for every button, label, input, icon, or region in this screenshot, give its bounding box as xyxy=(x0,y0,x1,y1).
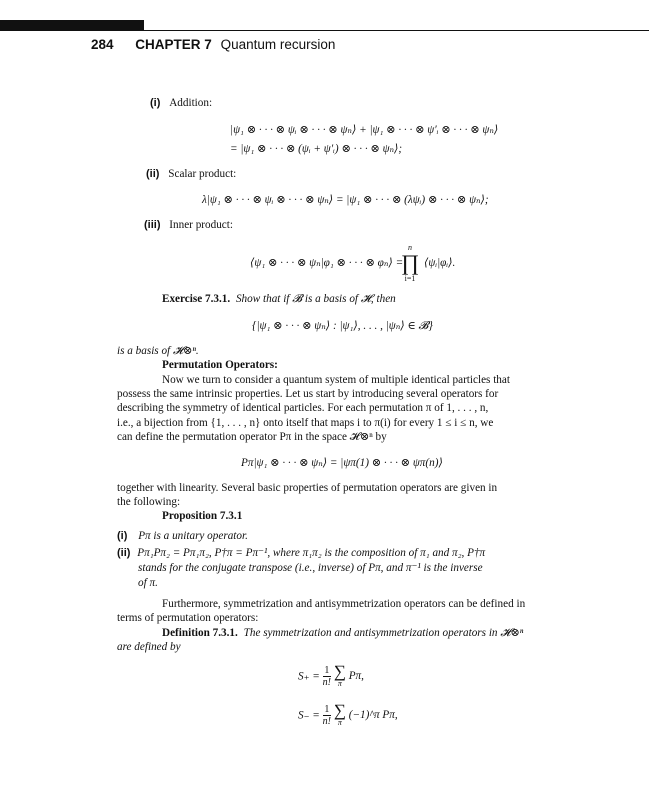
exercise-text: Show that if 𝓑 is a basis of 𝓗, then xyxy=(235,293,396,305)
definition-line-2: are defined by xyxy=(117,641,181,653)
definition-line-1 xyxy=(162,626,523,640)
scalar-item xyxy=(146,167,236,181)
addition-equation-2: = |ψ₁ ⊗ · · · ⊗ (ψᵢ + ψ′ᵢ) ⊗ · · · ⊗ ψₙ⟩; xyxy=(230,143,403,155)
s-plus-term: Pπ, xyxy=(348,670,364,682)
proposition-item-2-line-2: stands for the conjugate transpose (i.e., inverse) of Pπ, and π⁻¹ is the inverse xyxy=(138,562,483,574)
perm-para-line-4: i.e., a bijection from {1, . . . , n} onto itself that maps i to π(i) for every 1 ≤ i ≤ n, we xyxy=(117,416,494,429)
further-line-2: terms of permutation operators: xyxy=(117,612,259,625)
further-line-1: Furthermore, symmetrization and antisymmetrization operators can be defined in xyxy=(162,598,526,610)
inner-title: Inner product: xyxy=(169,219,233,231)
s-plus-sum xyxy=(334,664,346,688)
perm-para2-line-2: the following: xyxy=(117,496,181,509)
s-plus-sum-symbol: ∑ xyxy=(333,662,346,681)
s-plus-sum-index: π xyxy=(337,679,342,688)
s-plus-numerator: 1 xyxy=(324,664,330,676)
proposition-item-2-line-3: of π. xyxy=(138,577,158,589)
exercise-line xyxy=(162,292,396,306)
s-minus-sum-index: π xyxy=(337,718,342,727)
perm-para-line-1: Now we turn to consider a quantum system of multiple identical particles that xyxy=(162,374,510,386)
s-minus-sum xyxy=(334,703,346,727)
proposition-item-2 xyxy=(117,546,485,560)
proposition-item-2-line-1: Pπ₁Pπ₂ = Pπ₁π₂, P†π = Pπ⁻¹, where π₁π₂ is the composition of π₁ and π₂, P†π xyxy=(137,547,486,559)
scalar-label: (ii) xyxy=(146,168,160,180)
s-minus-denominator: n! xyxy=(322,715,331,727)
product-upper-limit: n xyxy=(408,243,412,252)
scalar-title: Scalar product: xyxy=(168,168,237,180)
s-minus-fraction xyxy=(323,704,331,727)
inner-equation-left: ⟨ψ₁ ⊗ · · · ⊗ ψₙ|φ₁ ⊗ · · · ⊗ φₙ⟩ = xyxy=(250,257,404,269)
chapter-title: Quantum recursion xyxy=(220,37,336,52)
perm-para-line-2: possess the same intrinsic properties. Let us start by introducing several operators for xyxy=(117,388,499,401)
exercise-after: is a basis of 𝓗⊗ⁿ. xyxy=(117,345,199,357)
inner-equation-right: ⟨ψᵢ|φᵢ⟩. xyxy=(424,257,456,269)
perm-para-line-5: can define the permutation operator Pπ in the space 𝓗⊗ⁿ by xyxy=(117,430,387,443)
s-minus-equation xyxy=(298,703,398,727)
addition-equation-1: |ψ₁ ⊗ · · · ⊗ ψᵢ ⊗ · · · ⊗ ψₙ⟩ + |ψ₁ ⊗ · · · ⊗ ψ′ᵢ ⊗ · · · ⊗ ψₙ⟩ xyxy=(230,124,499,136)
perm-para2-line-1: together with linearity. Several basic properties of permutation operators are given in xyxy=(117,482,498,494)
proposition-item-1-label: (i) xyxy=(117,530,128,542)
s-plus-fraction xyxy=(323,665,331,688)
addition-label: (i) xyxy=(150,97,161,109)
s-minus-lhs: S₋ = xyxy=(298,709,320,722)
chapter-label: CHAPTER 7 xyxy=(135,37,212,52)
exercise-equation: {|ψ₁ ⊗ · · · ⊗ ψₙ⟩ : |ψ₁⟩, . . . , |ψₙ⟩ ∈ 𝓑} xyxy=(252,320,433,332)
inner-label: (iii) xyxy=(144,219,161,231)
page-header xyxy=(91,37,335,52)
product-lower-limit: i=1 xyxy=(404,274,416,283)
further-paragraph xyxy=(117,597,549,625)
addition-title: Addition: xyxy=(169,97,213,109)
proposition-title: Proposition 7.3.1 xyxy=(162,510,243,522)
s-minus-term: (−1)^π Pπ, xyxy=(348,709,398,721)
definition-label: Definition 7.3.1. xyxy=(162,627,238,639)
s-plus-denominator: n! xyxy=(322,676,331,688)
s-minus-sum-symbol: ∑ xyxy=(333,701,346,720)
page-number: 284 xyxy=(91,37,114,52)
addition-item xyxy=(150,96,212,110)
definition-text: The symmetrization and antisymmetrization operators in 𝓗⊗ⁿ xyxy=(243,627,524,639)
product-symbol: ∏ xyxy=(400,250,420,275)
inner-item xyxy=(144,218,233,232)
s-plus-equation xyxy=(298,664,364,688)
s-minus-numerator: 1 xyxy=(324,703,330,715)
s-plus-lhs: S₊ = xyxy=(298,670,320,683)
proposition-item-1 xyxy=(117,529,248,543)
header-bar xyxy=(0,20,144,31)
permutation-paragraph xyxy=(117,373,549,444)
permutation-paragraph-2 xyxy=(117,481,549,509)
inner-product-operator xyxy=(398,243,422,283)
perm-para-line-3: describing the symmetry of identical particles. For each permutation π of 1, . . . , n, xyxy=(117,402,489,415)
proposition-item-2-label: (ii) xyxy=(117,547,131,559)
scalar-equation: λ|ψ₁ ⊗ · · · ⊗ ψᵢ ⊗ · · · ⊗ ψₙ⟩ = |ψ₁ ⊗ · · · ⊗ (λψᵢ) ⊗ · · · ⊗ ψₙ⟩; xyxy=(202,194,489,206)
permutation-equation: Pπ|ψ₁ ⊗ · · · ⊗ ψₙ⟩ = |ψπ(1) ⊗ · · · ⊗ ψπ(n)⟩ xyxy=(241,457,443,469)
permutation-heading: Permutation Operators: xyxy=(162,359,278,371)
proposition-item-1-text: Pπ is a unitary operator. xyxy=(138,530,248,542)
header-rule xyxy=(144,30,649,31)
exercise-label: Exercise 7.3.1. xyxy=(162,293,231,305)
